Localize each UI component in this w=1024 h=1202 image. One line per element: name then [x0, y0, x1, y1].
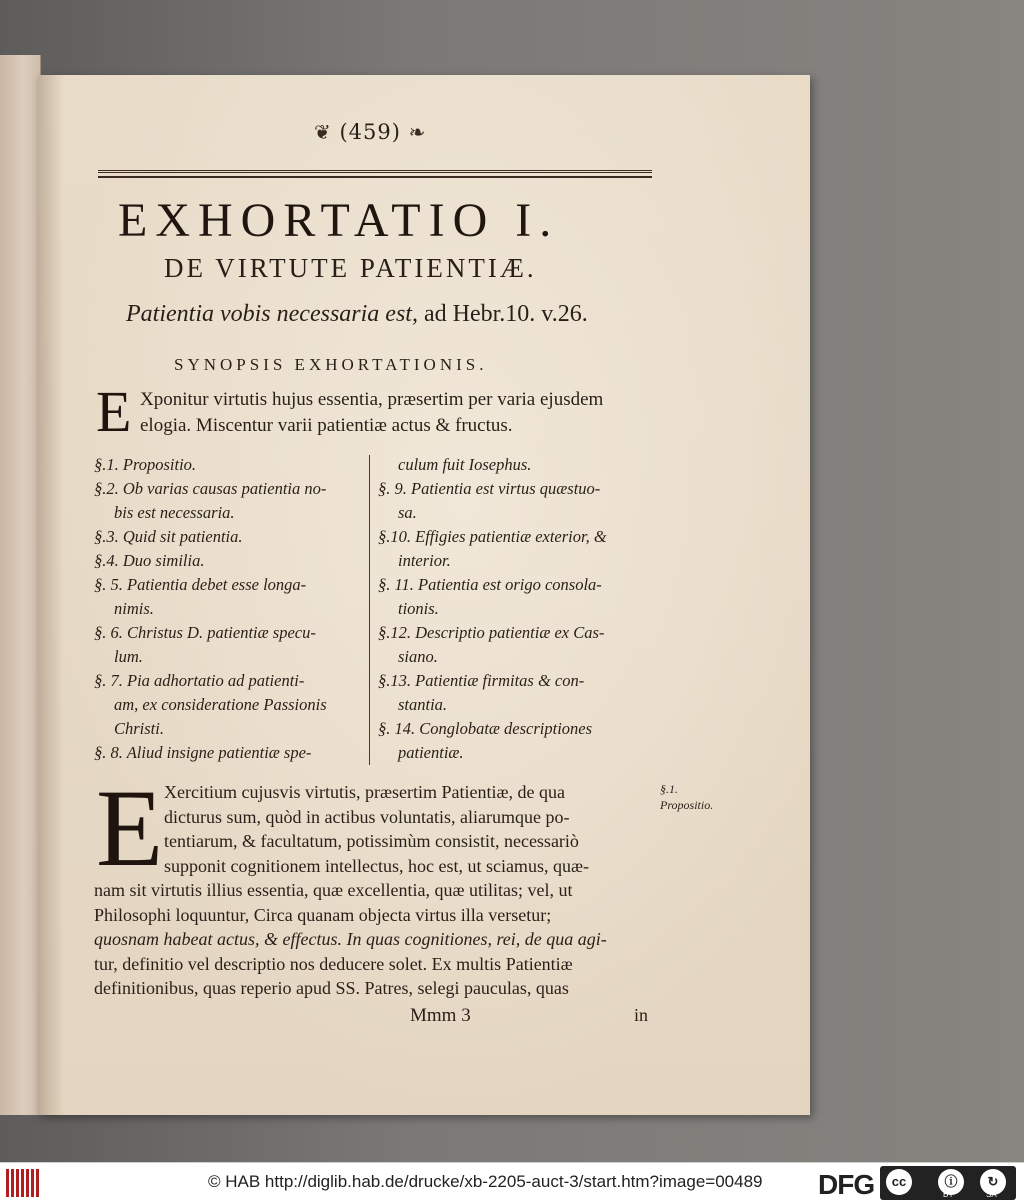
contents-entry: §. 14. Conglobatæ descriptiones [378, 719, 593, 738]
running-head [314, 120, 426, 144]
body-line: Xercitium cujusvis virtutis, præsertim Patientiæ, de qua [164, 782, 565, 802]
contents-entry: §.13. Patientiæ firmitas & con- [378, 671, 585, 690]
contents-entry: bis est necessaria. [114, 503, 235, 522]
contents-entry: §. 8. Aliud insigne patientiæ spe- [94, 743, 312, 762]
signature-mark: Mmm 3 [410, 1005, 471, 1026]
contents-entry: §.4. Duo similia. [94, 551, 205, 570]
by-label: BY [943, 1190, 954, 1199]
contents-entry: §.12. Descriptio patientiæ ex Cas- [378, 623, 605, 642]
contents-entry: stantia. [398, 695, 448, 714]
sa-icon: ↻ [980, 1169, 1006, 1195]
contents-entry: sa. [398, 503, 417, 522]
synopsis-line: elogia. Miscentur varii patientiæ actus & fructus. [140, 415, 513, 436]
cc-icon: cc [886, 1169, 912, 1195]
fleuron-icon: ❦ [314, 120, 332, 144]
body-line: nam sit virtutis illius essentia, quæ excellentia, quæ utilitas; vel, ut [94, 880, 573, 900]
contents-entry: §. 9. Patientia est virtus quæstuo- [378, 479, 601, 498]
catchword: in [634, 1005, 649, 1025]
cc-license-badge[interactable] [880, 1166, 1016, 1200]
body-initial: E [96, 767, 164, 889]
synopsis-initial: E [96, 379, 132, 444]
contents-left-column [94, 453, 327, 765]
contents-entry: §. 11. Patientia est origo consola- [378, 575, 602, 594]
margin-note: §.1. Propositio. [660, 782, 714, 812]
contents-entry: siano. [398, 647, 438, 666]
epigraph-quote: Patientia vobis necessaria est, [126, 301, 418, 327]
body-line: quosnam habeat actus, & effectus. In quas cognitiones, rei, de qua agi- [94, 929, 607, 949]
page-title: EXHORTATIO I. [118, 194, 560, 247]
contents-entry: interior. [398, 551, 451, 570]
head-rule [98, 170, 652, 173]
contents-entry: culum fuit Iosephus. [398, 455, 532, 474]
epigraph-reference: ad Hebr.10. v.26. [423, 301, 588, 327]
synopsis-line: Xponitur virtutis hujus essentia, præsertim per varia ejusdem [140, 389, 604, 410]
contents-entry: Christi. [114, 719, 164, 738]
synopsis-heading: SYNOPSIS EXHORTATIONIS. [174, 355, 488, 374]
body-line: dicturus sum, quòd in actibus voluntatis, aliarumque po- [164, 806, 570, 827]
epigraph [126, 301, 588, 328]
body-line: Philosophi loquuntur, Circa quanam objecta virtus illa versetur; [94, 904, 552, 925]
contents-right-column [378, 453, 607, 765]
contents-entry: am, ex consideratione Passionis [114, 695, 327, 714]
body-line: tur, definitio vel descriptio nos deducere solet. Ex multis Patientiæ [94, 953, 573, 974]
body-line: tentiarum, & facultatum, potissimùm consistit, necessariò [164, 831, 579, 851]
sa-label: SA [986, 1190, 997, 1199]
contents-entry: §.10. Effigies patientiæ exterior, & [378, 527, 607, 546]
contents-entry: tionis. [398, 599, 439, 618]
hab-logo-icon [6, 1169, 44, 1197]
contents-entry: §. 7. Pia adhortatio ad patienti- [94, 671, 305, 690]
body-line: definitionibus, quas reperio apud SS. Patres, selegi pauculas, quas [94, 978, 569, 998]
fleuron-icon: ❧ [408, 120, 427, 144]
dfg-logo: DFG [818, 1169, 875, 1200]
contents-entry: nimis. [114, 599, 154, 618]
column-divider [369, 455, 370, 765]
contents-entry: lum. [114, 647, 143, 666]
contents-entry: §. 5. Patientia debet esse longa- [94, 575, 307, 594]
body-text [94, 780, 654, 1001]
by-icon: ⓘ [938, 1169, 964, 1195]
contents-entry: §. 6. Christus D. patientiæ specu- [94, 623, 316, 642]
page-number: (459) [339, 120, 401, 144]
contents-entry: patientiæ. [398, 743, 464, 762]
source-link[interactable]: © HAB http://diglib.hab.de/drucke/xb-2205-auct-3/start.htm?image=00489 [208, 1172, 763, 1191]
spine-shadow [38, 75, 64, 1115]
contents-entry: §.1. Propositio. [94, 455, 197, 474]
contents-entry: §.3. Quid sit patientia. [94, 527, 243, 546]
page-subtitle: DE VIRTUTE PATIENTIÆ. [164, 253, 537, 283]
footer-bar [0, 1162, 1024, 1202]
left-page-edge [0, 55, 41, 1115]
contents-entry: §.2. Ob varias causas patientia no- [94, 479, 327, 498]
book-page [38, 75, 810, 1115]
head-rule [98, 176, 652, 178]
body-line: supponit cognitionem intellectus, hoc est, ut sciamus, quæ- [164, 855, 589, 876]
